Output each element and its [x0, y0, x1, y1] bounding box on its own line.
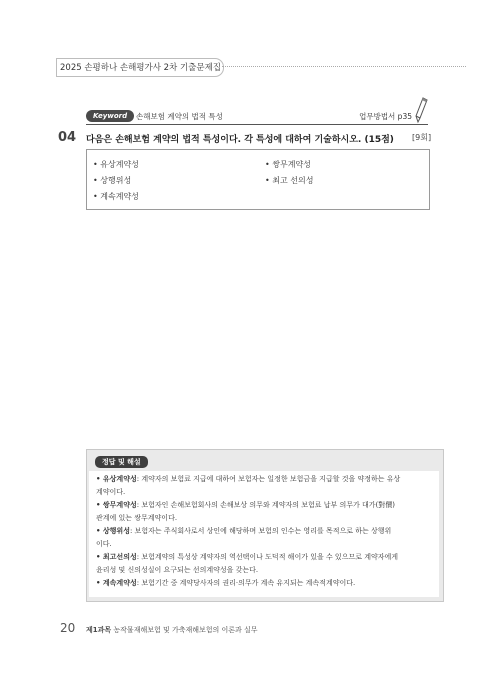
answer-desc: : 보험자인 손해보험회사의 손해보상 의무와 계약자의 보험료 납부 의무가 대가(對價): [136, 501, 395, 509]
answer-desc: : 보험자는 주식회사로서 상인에 해당하며 보험의 인수는 영리를 목적으로 하는 상행위: [129, 527, 392, 535]
footer-text: [86, 625, 258, 635]
answer-term: • 최고선의성: [96, 553, 137, 561]
answer-item: [96, 577, 436, 590]
keyword-row: [86, 110, 428, 122]
footer-subject: 농작물재해보험 및 가축재해보험의 이론과 실무: [113, 626, 258, 634]
option-item: • 쌍무계약성: [265, 160, 311, 169]
option-item: • 계속계약성: [93, 192, 139, 201]
reference-text: 업무방법서 p35: [359, 112, 412, 121]
answer-item: [96, 499, 436, 525]
keyword-underline: [86, 124, 428, 125]
question-number: 04: [58, 130, 77, 145]
answer-cont: 관계에 있는 쌍무계약이다.: [96, 514, 178, 522]
answer-term: • 계속계약성: [96, 579, 137, 587]
options-box: [86, 149, 430, 210]
page-number: 20: [60, 621, 76, 635]
answer-content: [89, 471, 439, 597]
keyword-text: 손해보험 계약의 법적 특성: [136, 112, 223, 121]
answer-term: • 상행위성: [96, 527, 130, 535]
footer-chapter: 제1과목: [86, 626, 112, 634]
option-item: • 최고 선의성: [265, 176, 314, 185]
option-item: • 유상계약성: [93, 160, 139, 169]
option-item: • 상행위성: [93, 176, 132, 185]
answer-cont: 윤리성 및 신의성실이 요구되는 선의계약성을 갖는다.: [96, 566, 259, 574]
keyword-badge: Keyword: [86, 110, 134, 122]
answer-term: • 쌍무계약성: [96, 501, 137, 509]
pen-icon: [414, 96, 428, 124]
answer-desc: : 보험계약의 특성상 계약자의 역선택이나 도덕적 해이가 있을 수 있으므로 계약자에게: [136, 553, 399, 561]
answer-desc: : 보험기간 중 계약당사자의 권리·의무가 계속 유지되는 계속적계약이다.: [136, 579, 356, 587]
answer-box: [86, 449, 444, 602]
question-text: 다음은 손해보험 계약의 법적 특성이다. 각 특성에 대하여 기술하시오. (15점): [86, 135, 394, 145]
answer-cont: 이다.: [96, 540, 112, 548]
answer-desc: : 계약자의 보험료 지급에 대하여 보험자는 일정한 보험금을 지급할 것을 약정하는 유상: [136, 475, 401, 483]
question-session: [9회]: [412, 133, 432, 142]
answer-cont: 계약이다.: [96, 488, 126, 496]
answer-item: [96, 551, 436, 577]
answer-badge: 정답 및 해설: [95, 456, 148, 468]
running-header-title: 2025 손평하나 손해평가사 2차 기출문제집: [60, 63, 222, 73]
answer-item: [96, 525, 436, 551]
answer-item: [96, 473, 436, 499]
header-dotted-line: [222, 66, 466, 67]
answer-term: • 유상계약성: [96, 475, 137, 483]
